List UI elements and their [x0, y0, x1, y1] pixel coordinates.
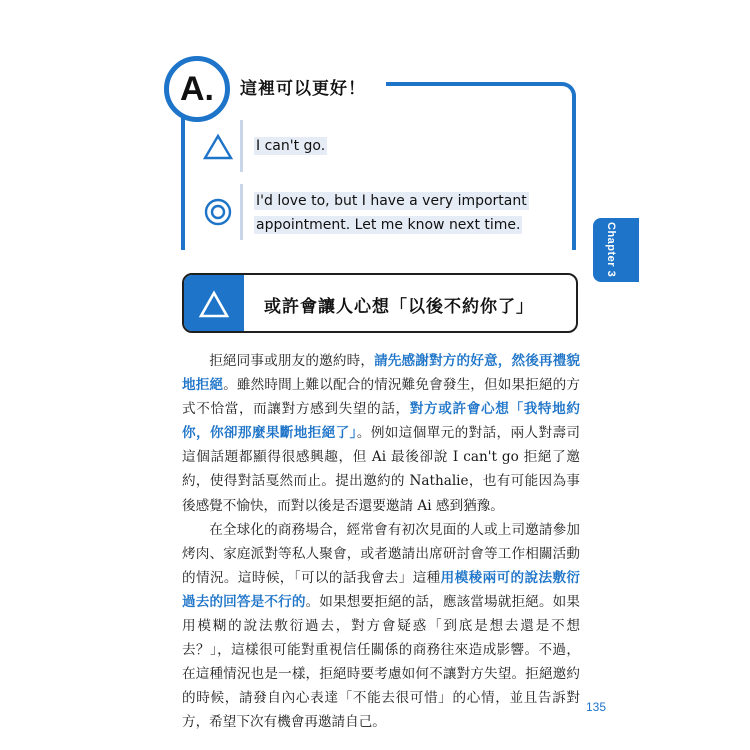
body-text-run: 。例如這個單元的對話，兩人對壽司這個話題都顯得很感興趣，但 Ai 最後卻說 I can't go 拒絕了邀約，使得對話戛然而止。提出邀約的 Nathalie，也有可能因為事後感覺不愉快，而對以後是否還要邀請 Ai 感到猶豫。 [182, 425, 581, 514]
row-divider [240, 184, 243, 240]
body-text-run: 在全球化的商務場合，經常會有初次見面的人或上司邀請參加烤肉、家庭派對等私人聚會，或者邀請出席研討會等工作相關活動的情況。這時候，「可以的話我會去」這種 [182, 521, 580, 586]
double-circle-icon [202, 196, 234, 228]
triangle-icon [202, 131, 234, 163]
highlighted-text: 用模稜兩可的說法敷衍過去的回答是不行的 [182, 569, 581, 610]
frame-bottom-gap [170, 250, 590, 260]
body-text-run: 。雖然時間上難以配合的情況難免會發生，但如果拒絕的方式不恰當，而讓對方感到失望的話， [182, 377, 580, 418]
tip-text: 或許會讓人心想「以後不約你了」 [264, 297, 534, 317]
chapter-label: Chapter 3 [605, 222, 617, 278]
section-title: 這裡可以更好！ [240, 79, 366, 99]
highlighted-text: 請先感謝對方的好意，然後再禮貌地拒絕 [182, 353, 581, 394]
paragraph-2 [182, 518, 580, 735]
body-text [182, 349, 580, 735]
phrase-bad: I can't go. [256, 138, 326, 154]
section-badge: A. [164, 56, 230, 122]
phrase-good: I'd love to, but I have a very important appointment. Let me know next time. [256, 193, 527, 233]
highlighted-text: 對方或許會心想「我特地約你，你卻那麼果斷地拒絕了」 [182, 401, 580, 442]
body-text-run: 拒絕同事或朋友的邀約時， [209, 353, 375, 369]
body-text-run: 。如果想要拒絕的話，應該當場就拒絕。如果用模糊的說法敷衍過去，對方會疑惑「到底是想去還是不想去？」，這樣很可能對重視信任關係的商務往來造成影響。不過，在這種情況也是一樣，拒絕時要考慮如何不讓對方失望。拒絕邀約的時候，請發自內心表達「不能去很可惜」的心情，並且告訴對方，希望下次有機會再邀請自己。 [182, 593, 581, 731]
tip-box [182, 273, 578, 333]
tip-icon-panel [184, 275, 244, 331]
paragraph-1 [182, 349, 580, 518]
row-divider [240, 120, 243, 172]
page-number: 135 [586, 700, 607, 714]
triangle-icon [198, 289, 230, 321]
